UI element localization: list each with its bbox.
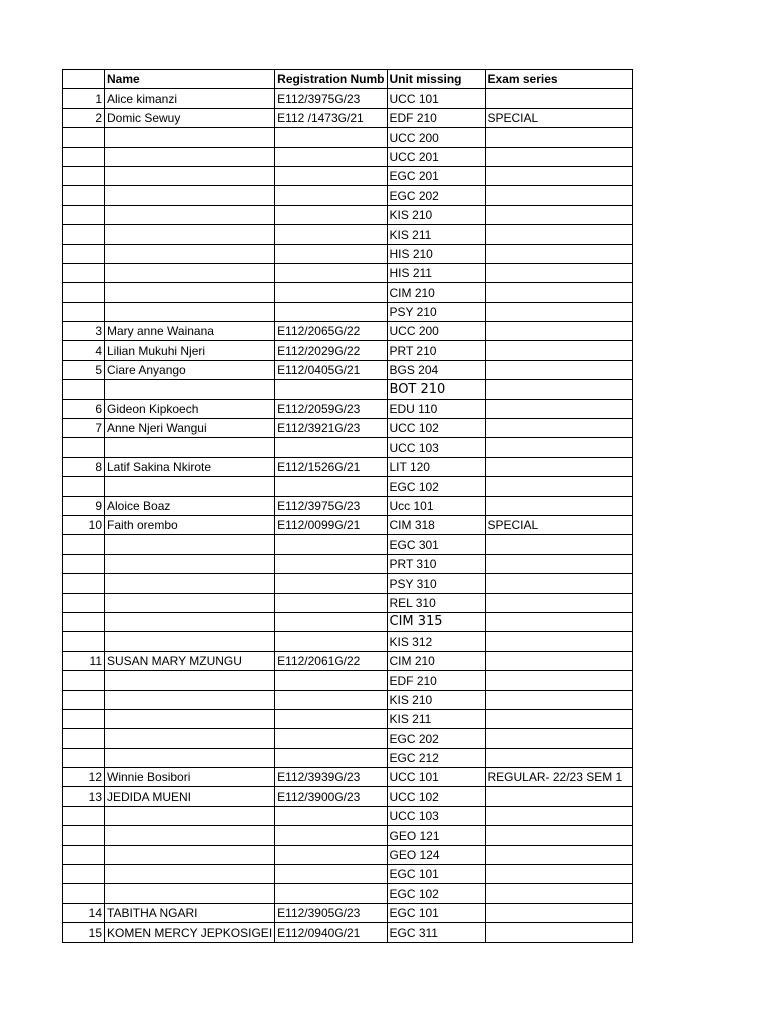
- cell-name[interactable]: [105, 845, 275, 864]
- cell-name[interactable]: [105, 438, 275, 457]
- cell-name[interactable]: [105, 884, 275, 903]
- cell-number[interactable]: [63, 709, 105, 728]
- missing-units-table: [62, 69, 633, 943]
- cell-registration[interactable]: [275, 826, 387, 845]
- cell-name[interactable]: [105, 593, 275, 612]
- cell-number[interactable]: [63, 632, 105, 651]
- cell-unit-missing[interactable]: EDU 110: [387, 399, 485, 418]
- table-row: [63, 690, 633, 709]
- table-row: [63, 729, 633, 748]
- cell-exam-series[interactable]: [485, 826, 632, 845]
- cell-number[interactable]: 1: [63, 89, 105, 108]
- table-row: [63, 554, 633, 573]
- cell-name[interactable]: KOMEN MERCY JEPKOSIGEI: [105, 923, 275, 942]
- table-row: [63, 515, 633, 534]
- cell-registration[interactable]: [275, 729, 387, 748]
- cell-unit-missing[interactable]: UCC 200: [387, 322, 485, 341]
- cell-number[interactable]: [63, 205, 105, 224]
- cell-unit-missing[interactable]: UCC 103: [387, 806, 485, 825]
- cell-registration[interactable]: E112/3900G/23: [275, 787, 387, 806]
- cell-registration[interactable]: [275, 884, 387, 903]
- cell-unit-missing[interactable]: Ucc 101: [387, 496, 485, 515]
- cell-number[interactable]: [63, 477, 105, 496]
- cell-exam-series[interactable]: [485, 884, 632, 903]
- cell-exam-series[interactable]: [485, 302, 632, 321]
- cell-registration[interactable]: [275, 283, 387, 302]
- cell-exam-series[interactable]: [485, 574, 632, 593]
- table-row: [63, 128, 633, 147]
- cell-registration[interactable]: E112/3975G/23: [275, 89, 387, 108]
- header-unit-missing[interactable]: Unit missing: [387, 70, 485, 89]
- cell-number[interactable]: [63, 865, 105, 884]
- table-row: [63, 535, 633, 554]
- cell-unit-missing[interactable]: CIM 210: [387, 283, 485, 302]
- cell-number[interactable]: 2: [63, 108, 105, 127]
- cell-registration[interactable]: [275, 632, 387, 651]
- cell-name[interactable]: [105, 729, 275, 748]
- cell-exam-series[interactable]: [485, 380, 632, 399]
- cell-exam-series[interactable]: [485, 283, 632, 302]
- cell-unit-missing[interactable]: EGC 311: [387, 923, 485, 942]
- table-row: [63, 380, 633, 399]
- table-row: [63, 244, 633, 263]
- cell-unit-missing[interactable]: PSY 210: [387, 302, 485, 321]
- cell-exam-series[interactable]: [485, 903, 632, 922]
- cell-registration[interactable]: E112 /1473G/21: [275, 108, 387, 127]
- cell-name[interactable]: [105, 671, 275, 690]
- cell-registration[interactable]: [275, 186, 387, 205]
- cell-number[interactable]: 11: [63, 651, 105, 670]
- cell-name[interactable]: [105, 690, 275, 709]
- cell-exam-series[interactable]: [485, 865, 632, 884]
- table-row: [63, 108, 633, 127]
- cell-registration[interactable]: [275, 438, 387, 457]
- cell-exam-series[interactable]: [485, 263, 632, 282]
- cell-exam-series[interactable]: [485, 787, 632, 806]
- table-row: [63, 612, 633, 631]
- cell-number[interactable]: [63, 574, 105, 593]
- cell-unit-missing[interactable]: KIS 210: [387, 690, 485, 709]
- table-row: [63, 186, 633, 205]
- table-row: [63, 360, 633, 379]
- table-row: [63, 826, 633, 845]
- cell-unit-missing[interactable]: UCC 101: [387, 89, 485, 108]
- cell-number[interactable]: 15: [63, 923, 105, 942]
- cell-name[interactable]: [105, 632, 275, 651]
- cell-number[interactable]: [63, 748, 105, 767]
- cell-registration[interactable]: [275, 709, 387, 728]
- cell-exam-series[interactable]: [485, 690, 632, 709]
- cell-number[interactable]: 13: [63, 787, 105, 806]
- cell-exam-series[interactable]: [485, 806, 632, 825]
- cell-number[interactable]: [63, 166, 105, 185]
- table-row: [63, 89, 633, 108]
- cell-name[interactable]: [105, 128, 275, 147]
- cell-unit-missing[interactable]: UCC 103: [387, 438, 485, 457]
- cell-name[interactable]: Lilian Mukuhi Njeri: [105, 341, 275, 360]
- cell-name[interactable]: [105, 865, 275, 884]
- cell-number[interactable]: [63, 186, 105, 205]
- cell-number[interactable]: [63, 225, 105, 244]
- header-registration[interactable]: Registration Numb: [275, 70, 387, 89]
- table-row: [63, 651, 633, 670]
- cell-name[interactable]: [105, 244, 275, 263]
- cell-number[interactable]: 8: [63, 457, 105, 476]
- cell-name[interactable]: [105, 147, 275, 166]
- cell-exam-series[interactable]: [485, 845, 632, 864]
- cell-unit-missing[interactable]: CIM 210: [387, 651, 485, 670]
- cell-number[interactable]: 7: [63, 419, 105, 438]
- cell-number[interactable]: [63, 535, 105, 554]
- cell-number[interactable]: [63, 283, 105, 302]
- cell-name[interactable]: [105, 535, 275, 554]
- cell-registration[interactable]: E112/3921G/23: [275, 419, 387, 438]
- cell-registration[interactable]: E112/2029G/22: [275, 341, 387, 360]
- cell-registration[interactable]: [275, 535, 387, 554]
- table-row: [63, 845, 633, 864]
- cell-number[interactable]: [63, 380, 105, 399]
- cell-unit-missing[interactable]: EGC 201: [387, 166, 485, 185]
- cell-name[interactable]: [105, 709, 275, 728]
- cell-registration[interactable]: [275, 806, 387, 825]
- cell-name[interactable]: [105, 477, 275, 496]
- cell-exam-series[interactable]: [485, 186, 632, 205]
- cell-registration[interactable]: [275, 690, 387, 709]
- cell-exam-series[interactable]: [485, 419, 632, 438]
- cell-registration[interactable]: [275, 671, 387, 690]
- cell-name[interactable]: Ciare Anyango: [105, 360, 275, 379]
- cell-number[interactable]: 4: [63, 341, 105, 360]
- cell-number[interactable]: 10: [63, 515, 105, 534]
- cell-registration[interactable]: [275, 147, 387, 166]
- table-row: [63, 419, 633, 438]
- cell-unit-missing[interactable]: UCC 102: [387, 419, 485, 438]
- cell-exam-series[interactable]: [485, 671, 632, 690]
- table-row: [63, 225, 633, 244]
- cell-unit-missing[interactable]: UCC 102: [387, 787, 485, 806]
- cell-exam-series[interactable]: [485, 554, 632, 573]
- table-row: [63, 322, 633, 341]
- cell-unit-missing[interactable]: EGC 101: [387, 865, 485, 884]
- cell-registration[interactable]: [275, 865, 387, 884]
- cell-registration[interactable]: [275, 554, 387, 573]
- cell-registration[interactable]: E112/2061G/22: [275, 651, 387, 670]
- cell-registration[interactable]: [275, 593, 387, 612]
- cell-unit-missing[interactable]: UCC 201: [387, 147, 485, 166]
- cell-exam-series[interactable]: [485, 535, 632, 554]
- cell-name[interactable]: SUSAN MARY MZUNGU: [105, 651, 275, 670]
- cell-name[interactable]: [105, 806, 275, 825]
- cell-number[interactable]: [63, 302, 105, 321]
- cell-registration[interactable]: [275, 128, 387, 147]
- cell-name[interactable]: [105, 186, 275, 205]
- cell-exam-series[interactable]: SPECIAL: [485, 108, 632, 127]
- cell-name[interactable]: Gideon Kipkoech: [105, 399, 275, 418]
- cell-exam-series[interactable]: SPECIAL: [485, 515, 632, 534]
- cell-exam-series[interactable]: [485, 457, 632, 476]
- cell-unit-missing[interactable]: BOT 210: [387, 380, 485, 399]
- cell-unit-missing[interactable]: EGC 301: [387, 535, 485, 554]
- cell-number[interactable]: 3: [63, 322, 105, 341]
- cell-exam-series[interactable]: [485, 341, 632, 360]
- cell-registration[interactable]: [275, 225, 387, 244]
- cell-unit-missing[interactable]: KIS 312: [387, 632, 485, 651]
- cell-name[interactable]: Winnie Bosibori: [105, 768, 275, 787]
- cell-unit-missing[interactable]: LIT 120: [387, 457, 485, 476]
- cell-exam-series[interactable]: [485, 89, 632, 108]
- cell-name[interactable]: [105, 225, 275, 244]
- cell-exam-series[interactable]: [485, 244, 632, 263]
- cell-exam-series[interactable]: [485, 166, 632, 185]
- table-row: [63, 593, 633, 612]
- cell-unit-missing[interactable]: EDF 210: [387, 671, 485, 690]
- table-row: [63, 865, 633, 884]
- cell-registration[interactable]: [275, 574, 387, 593]
- cell-number[interactable]: 6: [63, 399, 105, 418]
- cell-unit-missing[interactable]: KIS 211: [387, 709, 485, 728]
- cell-name[interactable]: Alice kimanzi: [105, 89, 275, 108]
- cell-name[interactable]: [105, 166, 275, 185]
- cell-registration[interactable]: [275, 166, 387, 185]
- table-row: [63, 884, 633, 903]
- cell-number[interactable]: [63, 729, 105, 748]
- cell-unit-missing[interactable]: EGC 101: [387, 903, 485, 922]
- table-row: [63, 632, 633, 651]
- cell-registration[interactable]: [275, 302, 387, 321]
- cell-registration[interactable]: E112/0940G/21: [275, 923, 387, 942]
- cell-name[interactable]: JEDIDA MUENI: [105, 787, 275, 806]
- table-row: [63, 283, 633, 302]
- cell-registration[interactable]: [275, 477, 387, 496]
- table-row: [63, 438, 633, 457]
- cell-number[interactable]: [63, 554, 105, 573]
- cell-exam-series[interactable]: [485, 205, 632, 224]
- table-row: [63, 399, 633, 418]
- cell-registration[interactable]: E112/3975G/23: [275, 496, 387, 515]
- cell-unit-missing[interactable]: EGC 102: [387, 477, 485, 496]
- table-row: [63, 147, 633, 166]
- cell-name[interactable]: Latif Sakina Nkirote: [105, 457, 275, 476]
- table-row: [63, 496, 633, 515]
- cell-unit-missing[interactable]: UCC 101: [387, 768, 485, 787]
- cell-registration[interactable]: [275, 263, 387, 282]
- table-row: [63, 748, 633, 767]
- cell-registration[interactable]: [275, 244, 387, 263]
- cell-name[interactable]: [105, 302, 275, 321]
- cell-exam-series[interactable]: [485, 729, 632, 748]
- cell-number[interactable]: [63, 593, 105, 612]
- cell-exam-series[interactable]: [485, 496, 632, 515]
- cell-name[interactable]: Domic Sewuy: [105, 108, 275, 127]
- cell-number[interactable]: [63, 690, 105, 709]
- cell-exam-series[interactable]: [485, 612, 632, 631]
- cell-registration[interactable]: [275, 845, 387, 864]
- cell-unit-missing[interactable]: UCC 200: [387, 128, 485, 147]
- cell-exam-series[interactable]: [485, 225, 632, 244]
- cell-number[interactable]: [63, 826, 105, 845]
- cell-registration[interactable]: [275, 205, 387, 224]
- cell-number[interactable]: [63, 884, 105, 903]
- table-row: [63, 709, 633, 728]
- cell-registration[interactable]: [275, 748, 387, 767]
- cell-registration[interactable]: [275, 612, 387, 631]
- cell-name[interactable]: [105, 380, 275, 399]
- table-row: [63, 903, 633, 922]
- table-row: [63, 787, 633, 806]
- cell-name[interactable]: [105, 283, 275, 302]
- cell-unit-missing[interactable]: GEO 124: [387, 845, 485, 864]
- cell-number[interactable]: 9: [63, 496, 105, 515]
- cell-exam-series[interactable]: [485, 438, 632, 457]
- cell-name[interactable]: [105, 205, 275, 224]
- cell-number[interactable]: [63, 845, 105, 864]
- cell-exam-series[interactable]: [485, 923, 632, 942]
- cell-unit-missing[interactable]: EGC 202: [387, 729, 485, 748]
- table-body: [63, 70, 633, 943]
- cell-unit-missing[interactable]: REL 310: [387, 593, 485, 612]
- cell-registration[interactable]: [275, 380, 387, 399]
- cell-unit-missing[interactable]: KIS 211: [387, 225, 485, 244]
- table-row: [63, 477, 633, 496]
- table-row: [63, 457, 633, 476]
- cell-exam-series[interactable]: [485, 651, 632, 670]
- cell-registration[interactable]: E112/1526G/21: [275, 457, 387, 476]
- cell-exam-series[interactable]: [485, 360, 632, 379]
- cell-name[interactable]: Mary anne Wainana: [105, 322, 275, 341]
- cell-unit-missing[interactable]: GEO 121: [387, 826, 485, 845]
- cell-number[interactable]: [63, 263, 105, 282]
- cell-registration[interactable]: E112/2065G/22: [275, 322, 387, 341]
- cell-exam-series[interactable]: REGULAR- 22/23 SEM 1: [485, 768, 632, 787]
- cell-unit-missing[interactable]: EDF 210: [387, 108, 485, 127]
- cell-registration[interactable]: E112/0405G/21: [275, 360, 387, 379]
- table-row: [63, 923, 633, 942]
- table-row: [63, 166, 633, 185]
- cell-number[interactable]: [63, 128, 105, 147]
- table-row: [63, 302, 633, 321]
- cell-registration[interactable]: E112/3905G/23: [275, 903, 387, 922]
- cell-unit-missing[interactable]: KIS 210: [387, 205, 485, 224]
- cell-name[interactable]: [105, 263, 275, 282]
- table-row: [63, 205, 633, 224]
- header-exam-series[interactable]: Exam series: [485, 70, 632, 89]
- cell-unit-missing[interactable]: PRT 210: [387, 341, 485, 360]
- cell-name[interactable]: [105, 612, 275, 631]
- cell-unit-missing[interactable]: BGS 204: [387, 360, 485, 379]
- cell-registration[interactable]: E112/2059G/23: [275, 399, 387, 418]
- cell-unit-missing[interactable]: HIS 210: [387, 244, 485, 263]
- cell-exam-series[interactable]: [485, 748, 632, 767]
- cell-unit-missing[interactable]: EGC 212: [387, 748, 485, 767]
- cell-number[interactable]: [63, 147, 105, 166]
- cell-unit-missing[interactable]: CIM 318: [387, 515, 485, 534]
- cell-unit-missing[interactable]: EGC 202: [387, 186, 485, 205]
- cell-exam-series[interactable]: [485, 477, 632, 496]
- cell-exam-series[interactable]: [485, 322, 632, 341]
- table-row: [63, 341, 633, 360]
- cell-name[interactable]: [105, 574, 275, 593]
- cell-exam-series[interactable]: [485, 632, 632, 651]
- cell-name[interactable]: Anne Njeri Wangui: [105, 419, 275, 438]
- cell-name[interactable]: [105, 826, 275, 845]
- cell-name[interactable]: Faith orembo: [105, 515, 275, 534]
- header-number[interactable]: [63, 70, 105, 89]
- cell-exam-series[interactable]: [485, 147, 632, 166]
- cell-name[interactable]: TABITHA NGARI: [105, 903, 275, 922]
- cell-registration[interactable]: E112/0099G/21: [275, 515, 387, 534]
- cell-name[interactable]: [105, 748, 275, 767]
- table-row: [63, 671, 633, 690]
- cell-name[interactable]: [105, 554, 275, 573]
- cell-number[interactable]: 14: [63, 903, 105, 922]
- cell-exam-series[interactable]: [485, 399, 632, 418]
- cell-number[interactable]: [63, 671, 105, 690]
- cell-unit-missing[interactable]: HIS 211: [387, 263, 485, 282]
- cell-number[interactable]: [63, 438, 105, 457]
- table-row: [63, 806, 633, 825]
- cell-exam-series[interactable]: [485, 593, 632, 612]
- cell-number[interactable]: [63, 244, 105, 263]
- cell-number[interactable]: [63, 612, 105, 631]
- header-row: [63, 70, 633, 89]
- table-row: [63, 263, 633, 282]
- cell-unit-missing[interactable]: PRT 310: [387, 554, 485, 573]
- cell-number[interactable]: 5: [63, 360, 105, 379]
- cell-registration[interactable]: E112/3939G/23: [275, 768, 387, 787]
- cell-number[interactable]: [63, 806, 105, 825]
- cell-name[interactable]: Aloice Boaz: [105, 496, 275, 515]
- header-name[interactable]: Name: [105, 70, 275, 89]
- table-row: [63, 768, 633, 787]
- cell-exam-series[interactable]: [485, 128, 632, 147]
- table-row: [63, 574, 633, 593]
- cell-unit-missing[interactable]: CIM 315: [387, 612, 485, 631]
- cell-unit-missing[interactable]: PSY 310: [387, 574, 485, 593]
- cell-number[interactable]: 12: [63, 768, 105, 787]
- cell-exam-series[interactable]: [485, 709, 632, 728]
- cell-unit-missing[interactable]: EGC 102: [387, 884, 485, 903]
